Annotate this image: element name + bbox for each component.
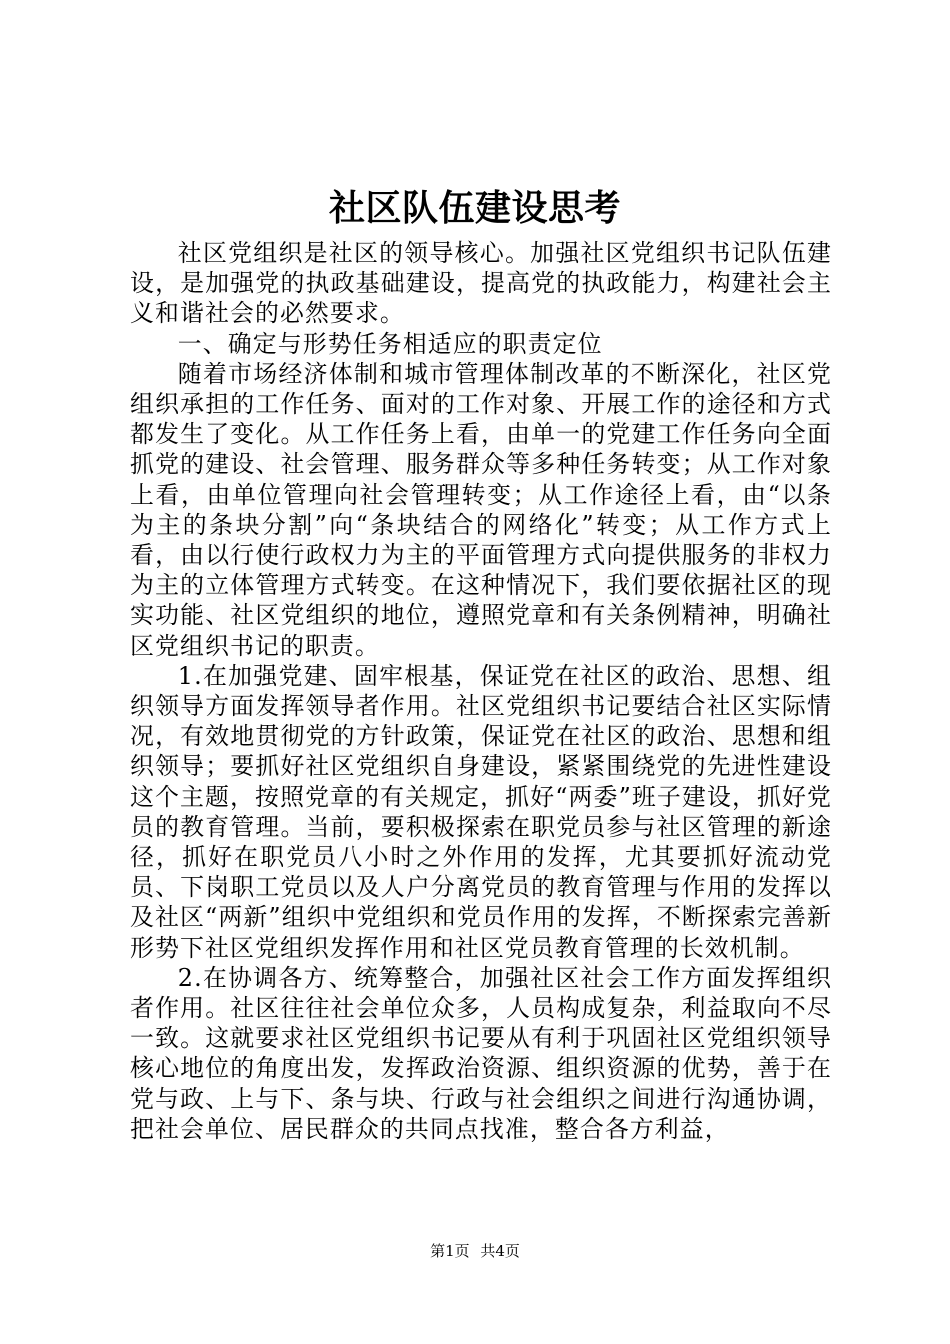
page-number: 第1页 <box>430 1242 470 1260</box>
paragraph-intro: 社区党组织是社区的领导核心。加强社区党组织书记队伍建设，是加强党的执政基础建设，提高党的执政能力，构建社会主义和谐社会的必然要求。 <box>130 239 832 328</box>
document-title: 社区队伍建设思考 <box>328 187 621 229</box>
page-total: 共4页 <box>480 1242 520 1260</box>
paragraph-point-2: 2.在协调各方、统筹整合，加强社区社会工作方面发挥组织者作用。社区往往社会单位众多，人员构成复杂，利益取向不尽一致。这就要求社区党组织书记要从有利于巩固社区党组织领导核心地位的角度出发，发挥政治资源、组织资源的优势，善于在党与政、上与下、条与块、行政与社会组织之间进行沟通协调，把社会单位、居民群众的共同点找准，整合各方利益， <box>130 963 832 1143</box>
section-heading: 一、确定与形势任务相适应的职责定位 <box>177 329 603 358</box>
page-footer <box>0 1241 950 1261</box>
paragraph-background: 随着市场经济体制和城市管理体制改革的不断深化，社区党组织承担的工作任务、面对的工作对象、开展工作的途径和方式都发生了变化。从工作任务上看，由单一的党建工作任务向全面抓党的建设、社会管理、服务群众等多种任务转变；从工作对象上看，由单位管理向社会管理转变；从工作途径上看，由“以条为主的条块分割”向“条块结合的网络化”转变；从工作方式上看，由以行使行政权力为主的平面管理方式向提供服务的非权力为主的立体管理方式转变。在这种情况下，我们要依据社区的现实功能、社区党组织的地位，遵照党章和有关条例精神，明确社区党组织书记的职责。 <box>130 359 832 660</box>
paragraph-point-1: 1.在加强党建、固牢根基，保证党在社区的政治、思想、组织领导方面发挥领导者作用。社区党组织书记要结合社区实际情况，有效地贯彻党的方针政策，保证党在社区的政治、思想和组织领导；要抓好社区党组织自身建设，紧紧围绕党的先进性建设这个主题，按照党章的有关规定，抓好“两委”班子建设，抓好党员的教育管理。当前，要积极探索在职党员参与社区管理的新途径，抓好在职党员八小时之外作用的发挥，尤其要抓好流动党员、下岗职工党员以及人户分离党员的教育管理与作用的发挥以及社区“两新”组织中党组织和党员作用的发挥，不断探索完善新形势下社区党组织发挥作用和社区党员教育管理的长效机制。 <box>130 661 832 962</box>
document-body <box>130 238 832 1144</box>
